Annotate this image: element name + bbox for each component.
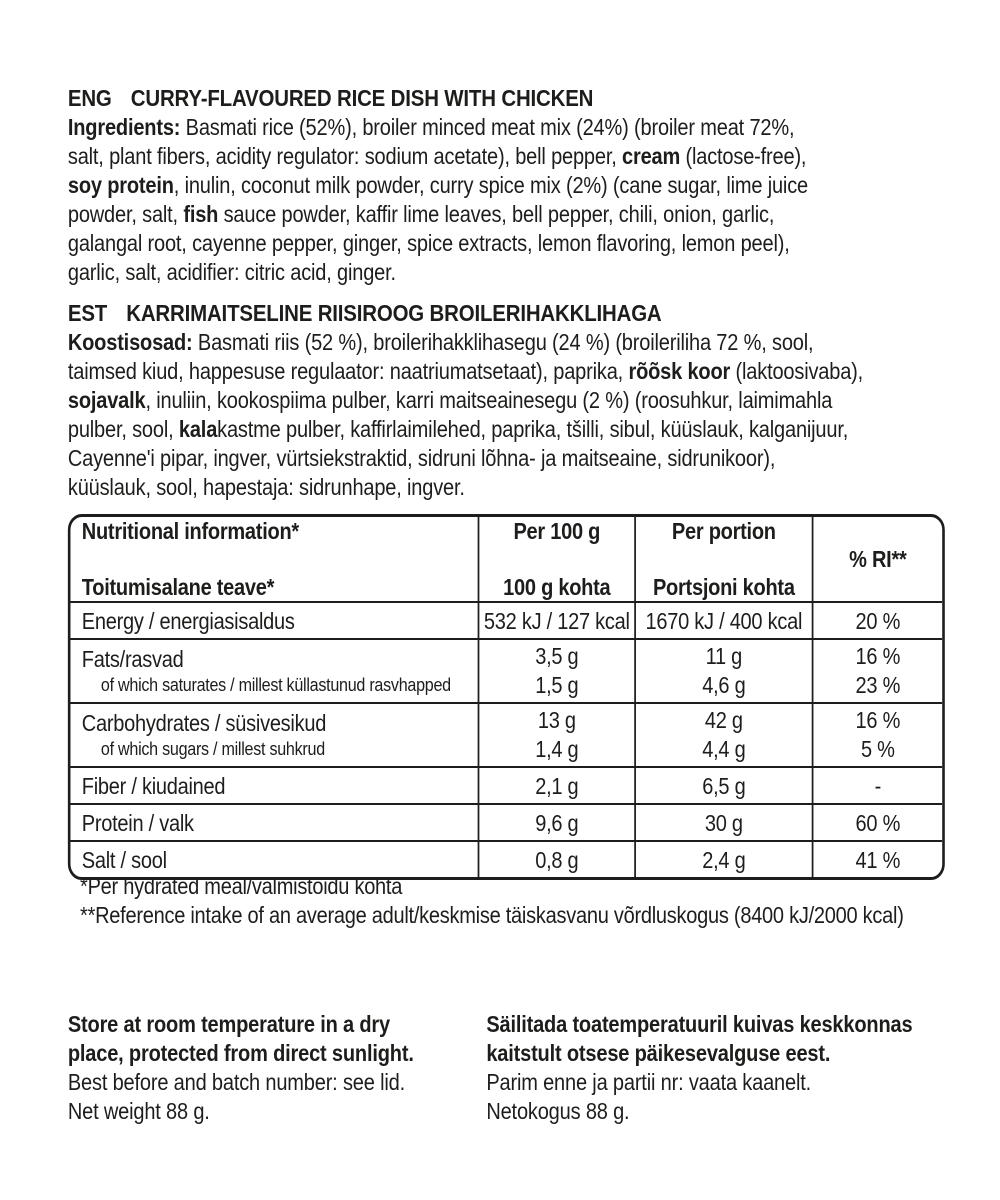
per-100g-value: 13 g 1,4 g <box>478 704 635 766</box>
row-label-group <box>70 704 477 766</box>
per-portion-value: 30 g <box>634 805 811 840</box>
per-100g-value: 532 kJ / 127 kcal <box>478 603 635 638</box>
est-section <box>68 299 863 502</box>
ri-value: 41 % <box>812 842 943 877</box>
table-footnotes <box>80 872 904 930</box>
per-portion-value: 1670 kJ / 400 kcal <box>634 603 811 638</box>
per-portion-value: 6,5 g <box>634 768 811 803</box>
eng-section <box>68 84 808 287</box>
est-product-title: KARRIMAITSELINE RIISIROOG BROILERIHAKKLIHAGA <box>126 300 662 326</box>
storage-heading-eng: Store at room temperature in a dry place, protected from direct sunlight. <box>67 1011 414 1066</box>
est-ingredients-paragraph: Koostisosad: Basmati riis (52 %), broilerihakklihasegu (24 %) (broileriliha 72 %, sool, taimsed kiud, happesuse regulaator: naatriumatsetaat), paprika, rõõsk koor (laktoosivaba), sojavalk, inuliin, kookospiima pulber, karri maitseainesegu (2 %) (roosuhkur, laimimahla pulber, sool, kalakastme pulber, kaffirlaimilehed, paprika, tšilli, sibul, küüslauk, kalganijuur, Cayenne'i pipar, ingver, vürtsiekstraktid, sidruni lõhna- ja maitseaine, sidrunikoor), küüslauk, sool, hapestaja: sidrunhape, ingver. <box>67 329 864 500</box>
best-before-eng: Best before and batch number: see lid. <box>67 1069 405 1095</box>
ri-value: 16 % 23 % <box>812 640 943 702</box>
row-label: Fiber / kiudained <box>81 772 226 799</box>
ri-value: - <box>812 768 943 803</box>
eng-section-title <box>68 84 808 113</box>
per-100g-value: 2,1 g <box>478 768 635 803</box>
per-portion-value: 11 g 4,6 g <box>634 640 811 702</box>
header-per-100g: Per 100 g 100 g kohta <box>478 517 635 601</box>
row-label: Fats/rasvad <box>81 646 184 672</box>
per-portion-value: 42 g 4,4 g <box>634 704 811 766</box>
ri-value: 20 % <box>812 603 943 638</box>
eng-product-title: CURRY-FLAVOURED RICE DISH WITH CHICKEN <box>130 85 594 111</box>
row-sublabel: of which saturates / millest küllastunud rasvhapped <box>100 674 451 695</box>
storage-heading-est: Säilitada toatemperatuuril kuivas keskkonnas kaitstult otsese päikesevalguse eest. <box>486 1011 913 1066</box>
per-100g-value: 9,6 g <box>478 805 635 840</box>
best-before-est: Parim enne ja partii nr: vaata kaanelt. <box>486 1069 812 1095</box>
header-nutritional-info: Nutritional information* Toitumisalane teave* <box>81 518 299 600</box>
row-label: Energy / energiasisaldus <box>81 607 295 634</box>
row-label-group <box>70 640 477 702</box>
storage-info-eng <box>68 1010 414 1126</box>
eng-ingredients-paragraph: Ingredients: Basmati rice (52%), broiler minced meat mix (24%) (broiler meat 72%, salt, plant fibers, acidity regulator: sodium acetate), bell pepper, cream (lactose-free), soy protein, inulin, coconut milk powder, curry spice mix (2%) (cane sugar, lime juice powder, salt, fish sauce powder, kaffir lime leaves, bell pepper, chili, onion, garlic, galangal root, cayenne pepper, ginger, spice extracts, lemon flavoring, lemon peel), garlic, salt, acidifier: citric acid, ginger. <box>67 114 808 285</box>
table-row-carbohydrates <box>70 702 942 766</box>
row-label: Salt / sool <box>81 846 167 873</box>
footnote-reference-intake: **Reference intake of an average adult/keskmise täiskasvanu võrdluskogus (8400 kJ/2000 kcal) <box>80 902 904 928</box>
table-row-protein <box>70 803 942 840</box>
table-header-row <box>70 517 942 601</box>
per-portion-value: 2,4 g <box>634 842 811 877</box>
est-lang-code: EST <box>67 300 108 326</box>
eng-lang-code: ENG <box>67 85 112 111</box>
ri-value: 60 % <box>812 805 943 840</box>
table-row-energy <box>70 601 942 638</box>
est-section-title <box>68 299 863 328</box>
per-100g-value: 0,8 g <box>478 842 635 877</box>
nutrition-table <box>68 514 945 880</box>
row-sublabel: of which sugars / millest suhkrud <box>100 738 325 759</box>
storage-info-est <box>486 1010 912 1126</box>
table-row-fats <box>70 638 942 702</box>
net-weight-est: Netokogus 88 g. <box>486 1098 630 1124</box>
net-weight-eng: Net weight 88 g. <box>67 1098 210 1124</box>
per-100g-value: 3,5 g 1,5 g <box>478 640 635 702</box>
header-per-portion: Per portion Portsjoni kohta <box>634 517 811 601</box>
row-label: Protein / valk <box>81 809 194 836</box>
row-label: Carbohydrates / süsivesikud <box>81 710 327 736</box>
ri-value: 16 % 5 % <box>812 704 943 766</box>
header-percent-ri: % RI** <box>812 517 943 601</box>
table-row-fiber <box>70 766 942 803</box>
footnote-hydrated-meal: *Per hydrated meal/valmistoidu kohta <box>80 873 403 899</box>
